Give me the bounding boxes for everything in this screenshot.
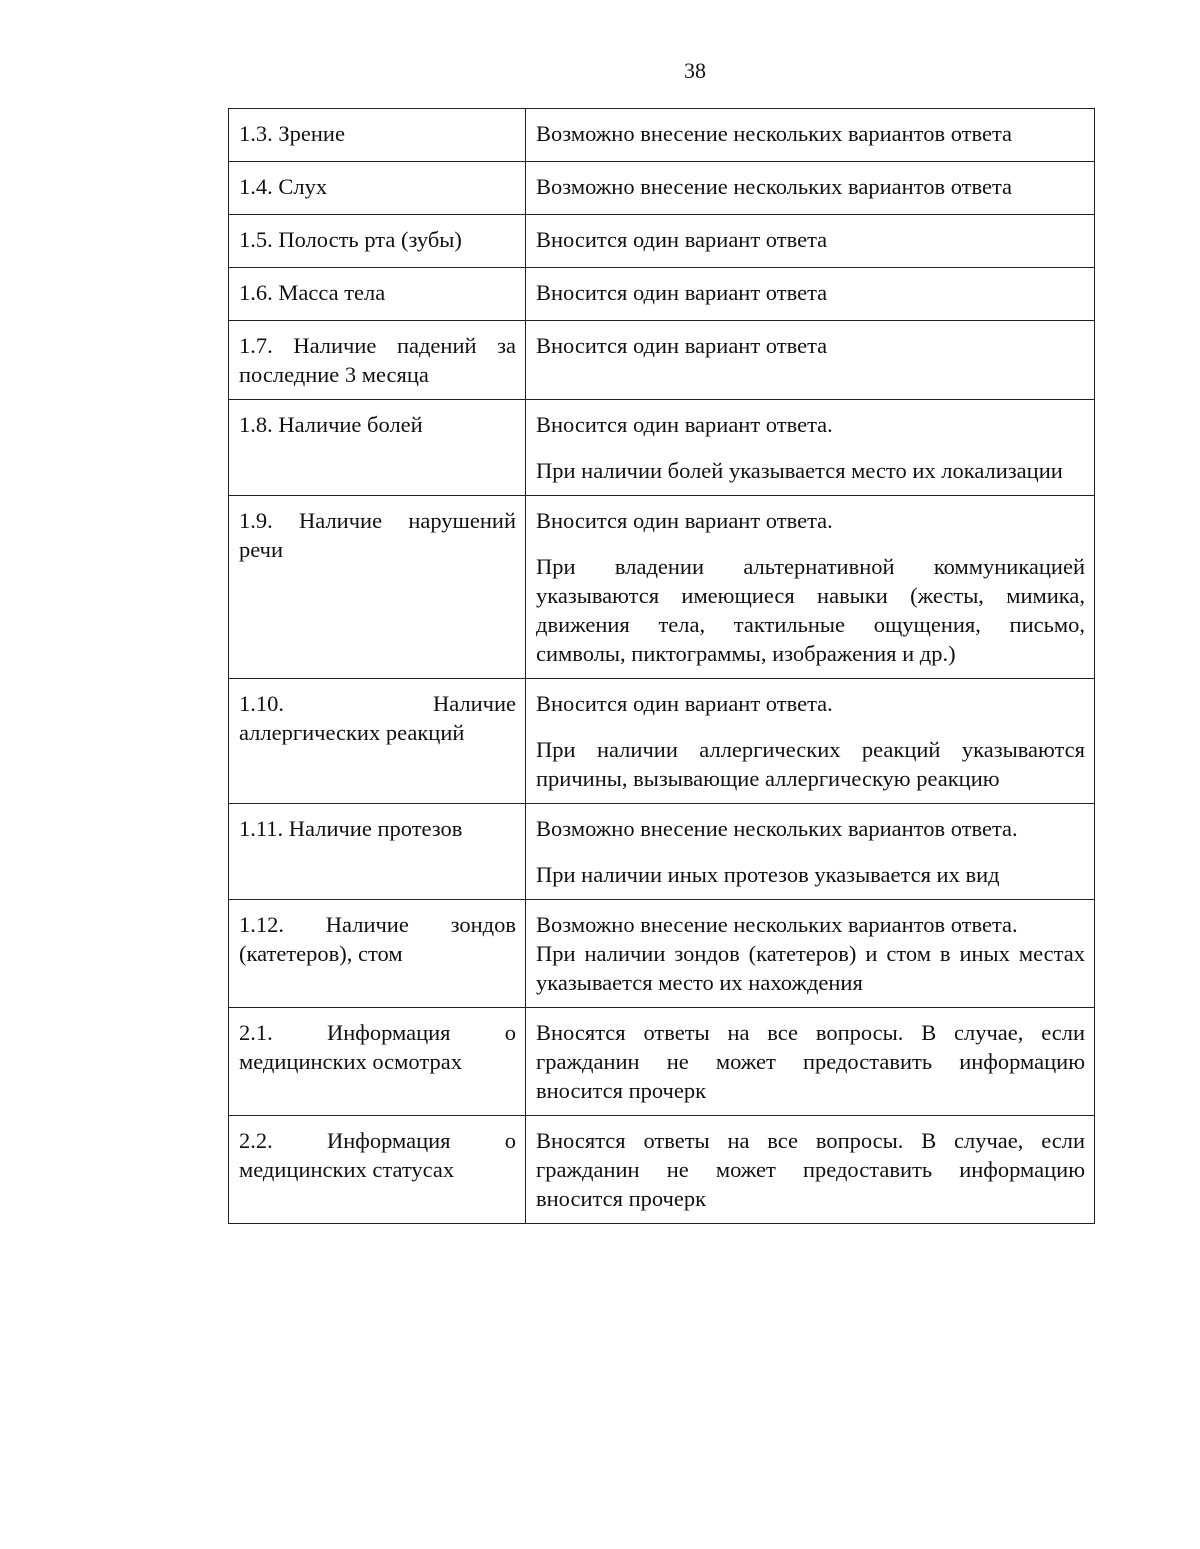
row-note: Вносятся ответы на все вопросы. В случае, если гражданин не может предоставить информацию вносится прочерк bbox=[536, 1020, 1085, 1103]
table-row bbox=[229, 804, 1095, 900]
row-label: 1.12. Наличие зондов (катетеров), стом bbox=[229, 900, 526, 1008]
table-row bbox=[229, 496, 1095, 679]
row-note-cell bbox=[526, 1116, 1095, 1224]
row-label: 1.11. Наличие протезов bbox=[229, 804, 526, 900]
row-label: 1.9. Наличие нарушений речи bbox=[229, 496, 526, 679]
table-row bbox=[229, 1116, 1095, 1224]
table-row bbox=[229, 109, 1095, 162]
row-note: Вносится один вариант ответа bbox=[536, 333, 828, 358]
row-note: Вносится один вариант ответа. bbox=[536, 508, 833, 533]
table-row bbox=[229, 400, 1095, 496]
row-note-cell bbox=[526, 321, 1095, 400]
table-row bbox=[229, 1008, 1095, 1116]
row-label: 1.5. Полость рта (зубы) bbox=[229, 215, 526, 268]
table-row bbox=[229, 900, 1095, 1008]
row-note-cell bbox=[526, 400, 1095, 496]
row-note: Возможно внесение нескольких вариантов ответа. bbox=[536, 816, 1018, 841]
row-note: При владении альтернативной коммуникацией указываются имеющиеся навыки (жесты, мимика, движения тела, тактильные ощущения, письмо, символы, пиктограммы, изображения и др.) bbox=[536, 554, 1085, 666]
table-row bbox=[229, 321, 1095, 400]
row-note-cell bbox=[526, 804, 1095, 900]
row-note: Вносится один вариант ответа. bbox=[536, 412, 833, 437]
row-note: Вносится один вариант ответа bbox=[536, 227, 828, 252]
row-note: При наличии аллергических реакций указываются причины, вызывающие аллергическую реакцию bbox=[536, 737, 1085, 791]
row-label: 1.6. Масса тела bbox=[229, 268, 526, 321]
row-note: Возможно внесение нескольких вариантов ответа. bbox=[536, 912, 1018, 937]
row-note: Вносятся ответы на все вопросы. В случае, если гражданин не может предоставить информацию вносится прочерк bbox=[536, 1128, 1085, 1211]
row-label: 2.2. Информация о медицинских статусах bbox=[229, 1116, 526, 1224]
table-row bbox=[229, 679, 1095, 804]
row-label: 2.1. Информация о медицинских осмотрах bbox=[229, 1008, 526, 1116]
table-row bbox=[229, 162, 1095, 215]
table-row bbox=[229, 215, 1095, 268]
row-note: Вносится один вариант ответа bbox=[536, 280, 828, 305]
row-note-cell bbox=[526, 679, 1095, 804]
row-note-cell bbox=[526, 1008, 1095, 1116]
table-row bbox=[229, 268, 1095, 321]
row-label: 1.7. Наличие падений за последние 3 месяца bbox=[229, 321, 526, 400]
row-note: Возможно внесение нескольких вариантов ответа bbox=[536, 121, 1013, 146]
row-note-cell bbox=[526, 268, 1095, 321]
row-label: 1.8. Наличие болей bbox=[229, 400, 526, 496]
row-note-cell bbox=[526, 109, 1095, 162]
row-label: 1.10. Наличие аллергических реакций bbox=[229, 679, 526, 804]
row-note: При наличии иных протезов указывается их вид bbox=[536, 862, 1000, 887]
row-note-cell bbox=[526, 496, 1095, 679]
row-label: 1.4. Слух bbox=[229, 162, 526, 215]
row-note: Возможно внесение нескольких вариантов ответа bbox=[536, 174, 1013, 199]
row-note-cell bbox=[526, 215, 1095, 268]
instructions-table bbox=[228, 108, 1095, 1224]
row-note: При наличии болей указывается место их локализации bbox=[536, 458, 1063, 483]
row-label: 1.3. Зрение bbox=[229, 109, 526, 162]
row-note: Вносится один вариант ответа. bbox=[536, 691, 833, 716]
row-note-cell bbox=[526, 900, 1095, 1008]
row-note-cell bbox=[526, 162, 1095, 215]
page-number: 38 bbox=[684, 58, 706, 83]
row-note: При наличии зондов (катетеров) и стом в иных местах указывается место их нахождения bbox=[536, 941, 1085, 995]
